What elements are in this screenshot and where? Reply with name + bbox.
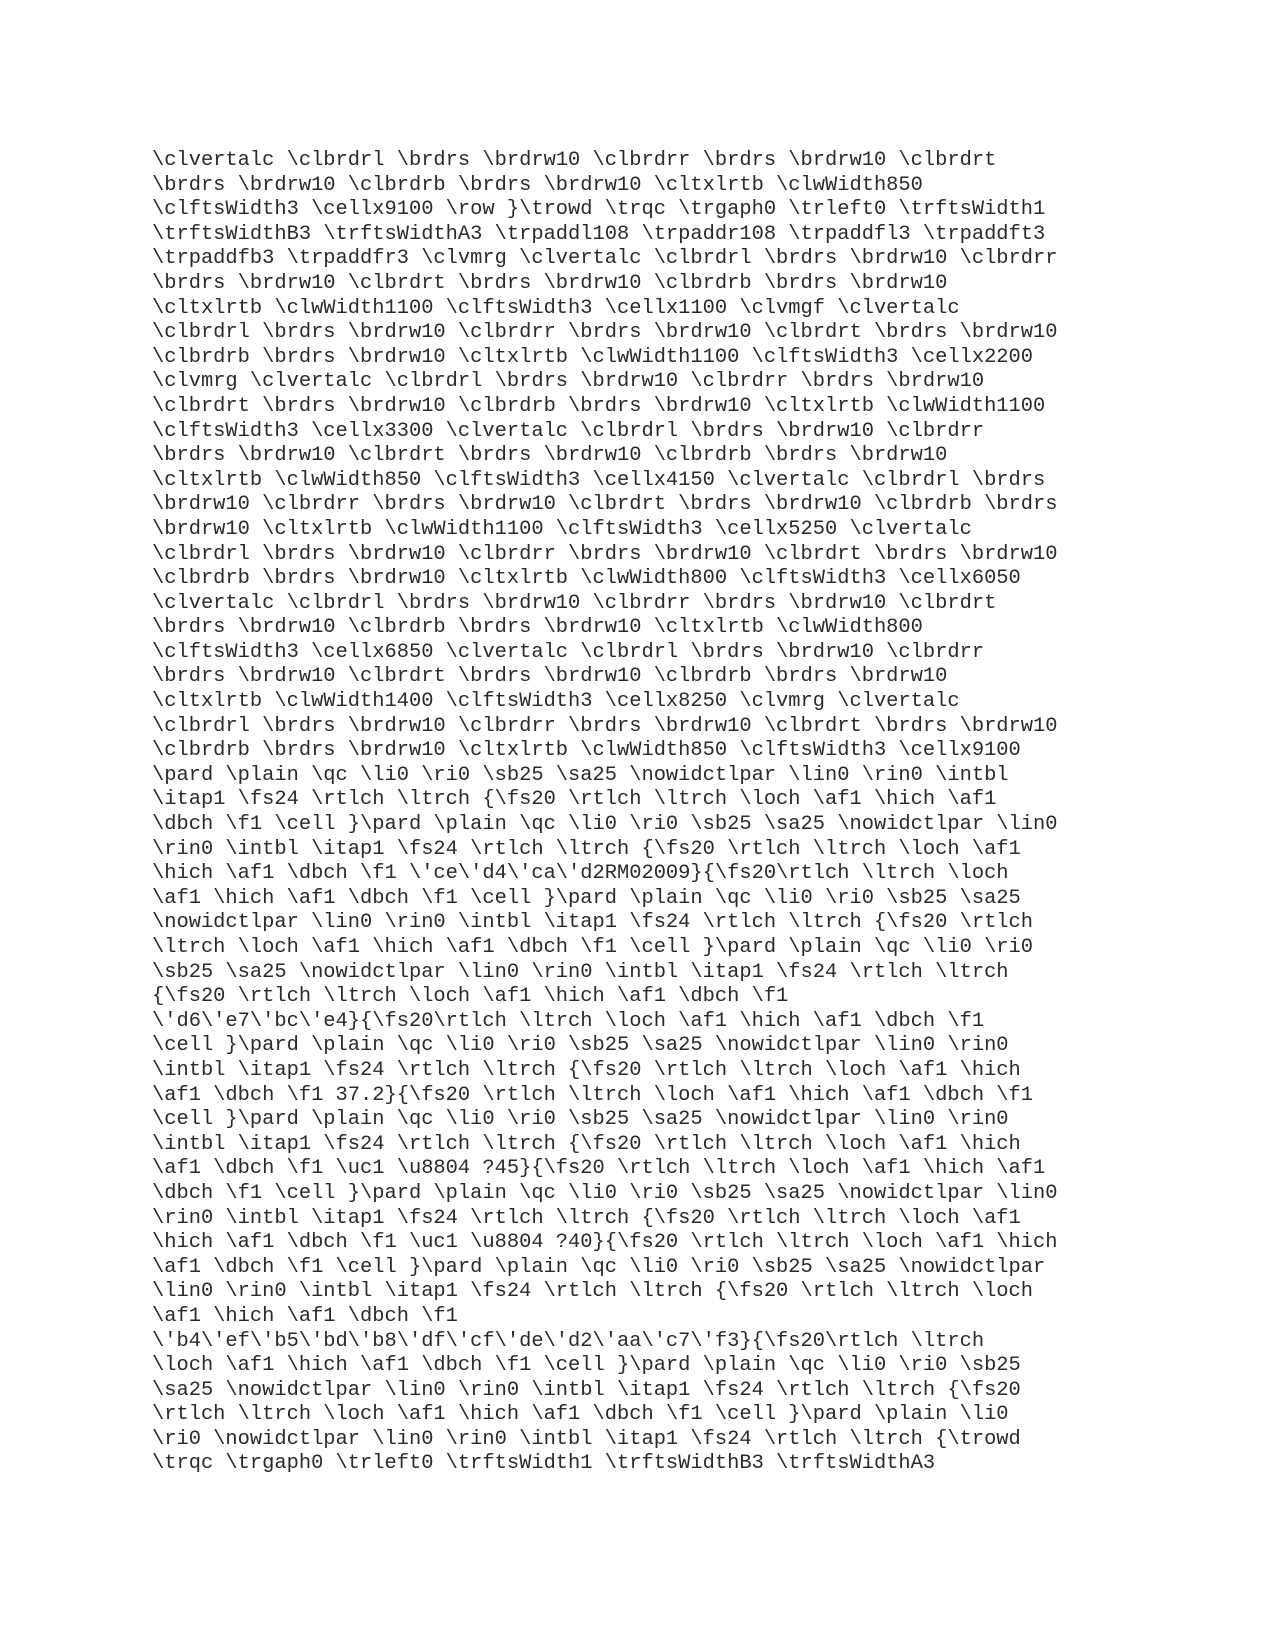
text-line: \clbrdrl \brdrs \brdrw10 \clbrdrr \brdrs \brdrw10 \clbrdrt \brdrs \brdrw10 [152,714,1058,738]
text-line: \clftsWidth3 \cellx6850 \clvertalc \clbrdrl \brdrs \brdrw10 \clbrdrr [152,640,985,664]
text-line: \clftsWidth3 \cellx9100 \row }\trowd \trqc \trgaph0 \trleft0 \trftsWidth1 [152,198,1046,222]
text-line: \brdrw10 \cltxlrtb \clwWidth1100 \clftsWidth3 \cellx5250 \clvertalc [152,517,972,541]
text-line: \rtlch \ltrch \loch \af1 \hich \af1 \dbch \f1 \cell }\pard \plain \li0 [152,1403,1009,1427]
text-line: \clvmrg \clvertalc \clbrdrl \brdrs \brdrw10 \clbrdrr \brdrs \brdrw10 [152,370,985,394]
text-line: \clbrdrl \brdrs \brdrw10 \clbrdrr \brdrs \brdrw10 \clbrdrt \brdrs \brdrw10 [152,542,1058,566]
text-line: \af1 \dbch \f1 \cell }\pard \plain \qc \li0 \ri0 \sb25 \sa25 \nowidctlpar [152,1255,1046,1279]
text-line: \clbrdrb \brdrs \brdrw10 \cltxlrtb \clwWidth850 \clftsWidth3 \cellx9100 [152,739,1021,763]
text-line: \af1 \dbch \f1 \uc1 \u8804 ?45}{\fs20 \rtlch \ltrch \loch \af1 \hich \af1 [152,1157,1046,1181]
text-line: \clbrdrb \brdrs \brdrw10 \cltxlrtb \clwWidth800 \clftsWidth3 \cellx6050 [152,567,1021,591]
text-line: \itap1 \fs24 \rtlch \ltrch {\fs20 \rtlch \ltrch \loch \af1 \hich \af1 [152,788,997,812]
text-line: \af1 \hich \af1 \dbch \f1 \cell }\pard \plain \qc \li0 \ri0 \sb25 \sa25 [152,886,1021,910]
text-line: \af1 \hich \af1 \dbch \f1 [152,1304,458,1328]
text-line: \clbrdrt \brdrs \brdrw10 \clbrdrb \brdrs \brdrw10 \cltxlrtb \clwWidth1100 [152,394,1046,418]
text-line: \nowidctlpar \lin0 \rin0 \intbl \itap1 \fs24 \rtlch \ltrch {\fs20 \rtlch [152,911,1034,935]
text-line: \cltxlrtb \clwWidth1100 \clftsWidth3 \cellx1100 \clvmgf \clvertalc [152,296,960,320]
text-line: \hich \af1 \dbch \f1 \'ce\'d4\'ca\'d2RM02009}{\fs20\rtlch \ltrch \loch [152,862,1009,886]
text-line: \cltxlrtb \clwWidth850 \clftsWidth3 \cellx4150 \clvertalc \clbrdrl \brdrs [152,468,1046,492]
text-line: \brdrs \brdrw10 \clbrdrb \brdrs \brdrw10 \cltxlrtb \clwWidth850 [152,173,923,197]
text-line: \cell }\pard \plain \qc \li0 \ri0 \sb25 \sa25 \nowidctlpar \lin0 \rin0 [152,1034,1009,1058]
text-line: \pard \plain \qc \li0 \ri0 \sb25 \sa25 \nowidctlpar \lin0 \rin0 \intbl [152,763,1009,787]
text-line: \trftsWidthB3 \trftsWidthA3 \trpaddl108 \trpaddr108 \trpaddfl3 \trpaddft3 [152,222,1046,246]
text-line: {\fs20 \rtlch \ltrch \loch \af1 \hich \af1 \dbch \f1 [152,985,789,1009]
text-line: \sa25 \nowidctlpar \lin0 \rin0 \intbl \itap1 \fs24 \rtlch \ltrch {\fs20 [152,1378,1021,1402]
text-line: \clbrdrl \brdrs \brdrw10 \clbrdrr \brdrs \brdrw10 \clbrdrt \brdrs \brdrw10 [152,321,1058,345]
text-line: \loch \af1 \hich \af1 \dbch \f1 \cell }\pard \plain \qc \li0 \ri0 \sb25 [152,1354,1021,1378]
text-line: \rin0 \intbl \itap1 \fs24 \rtlch \ltrch {\fs20 \rtlch \ltrch \loch \af1 [152,1206,1021,1230]
text-line: \cell }\pard \plain \qc \li0 \ri0 \sb25 \sa25 \nowidctlpar \lin0 \rin0 [152,1108,1009,1132]
text-line: \rin0 \intbl \itap1 \fs24 \rtlch \ltrch {\fs20 \rtlch \ltrch \loch \af1 [152,837,1021,861]
text-line: \clftsWidth3 \cellx3300 \clvertalc \clbrdrl \brdrs \brdrw10 \clbrdrr [152,419,985,443]
text-line: \brdrw10 \clbrdrr \brdrs \brdrw10 \clbrdrt \brdrs \brdrw10 \clbrdrb \brdrs [152,493,1058,517]
text-line: \brdrs \brdrw10 \clbrdrb \brdrs \brdrw10 \cltxlrtb \clwWidth800 [152,616,923,640]
text-line: \clbrdrb \brdrs \brdrw10 \cltxlrtb \clwWidth1100 \clftsWidth3 \cellx2200 [152,345,1034,369]
text-line: \'b4\'ef\'b5\'bd\'b8\'df\'cf\'de\'d2\'aa\'c7\'f3}{\fs20\rtlch \ltrch [152,1329,985,1353]
text-line: \dbch \f1 \cell }\pard \plain \qc \li0 \ri0 \sb25 \sa25 \nowidctlpar \lin0 [152,1181,1058,1205]
text-line: \trpaddfb3 \trpaddfr3 \clvmrg \clvertalc \clbrdrl \brdrs \brdrw10 \clbrdrr [152,247,1058,271]
text-line: \brdrs \brdrw10 \clbrdrt \brdrs \brdrw10 \clbrdrb \brdrs \brdrw10 [152,271,948,295]
text-line: \ri0 \nowidctlpar \lin0 \rin0 \intbl \itap1 \fs24 \rtlch \ltrch {\trowd [152,1427,1021,1451]
text-line: \dbch \f1 \cell }\pard \plain \qc \li0 \ri0 \sb25 \sa25 \nowidctlpar \lin0 [152,813,1058,837]
text-line: \af1 \dbch \f1 37.2}{\fs20 \rtlch \ltrch \loch \af1 \hich \af1 \dbch \f1 [152,1083,1034,1107]
text-line: \brdrs \brdrw10 \clbrdrt \brdrs \brdrw10 \clbrdrb \brdrs \brdrw10 [152,665,948,689]
text-line: \sb25 \sa25 \nowidctlpar \lin0 \rin0 \intbl \itap1 \fs24 \rtlch \ltrch [152,960,1009,984]
text-line: \lin0 \rin0 \intbl \itap1 \fs24 \rtlch \ltrch {\fs20 \rtlch \ltrch \loch [152,1280,1034,1304]
text-line: \intbl \itap1 \fs24 \rtlch \ltrch {\fs20 \rtlch \ltrch \loch \af1 \hich [152,1058,1021,1082]
text-line: \clvertalc \clbrdrl \brdrs \brdrw10 \clbrdrr \brdrs \brdrw10 \clbrdrt [152,591,997,615]
text-line: \cltxlrtb \clwWidth1400 \clftsWidth3 \cellx8250 \clvmrg \clvertalc [152,690,960,714]
text-line: \ltrch \loch \af1 \hich \af1 \dbch \f1 \cell }\pard \plain \qc \li0 \ri0 [152,936,1034,959]
text-line: \brdrs \brdrw10 \clbrdrt \brdrs \brdrw10 \clbrdrb \brdrs \brdrw10 [152,444,948,468]
rtf-source-text [152,149,1152,1477]
text-line: \hich \af1 \dbch \f1 \uc1 \u8804 ?40}{\fs20 \rtlch \ltrch \loch \af1 \hich [152,1231,1058,1255]
text-line: \intbl \itap1 \fs24 \rtlch \ltrch {\fs20 \rtlch \ltrch \loch \af1 \hich [152,1132,1021,1156]
text-line: \clvertalc \clbrdrl \brdrs \brdrw10 \clbrdrr \brdrs \brdrw10 \clbrdrt [152,149,997,172]
text-line: \trqc \trgaph0 \trleft0 \trftsWidth1 \trftsWidthB3 \trftsWidthA3 [152,1452,936,1476]
text-line: \'d6\'e7\'bc\'e4}{\fs20\rtlch \ltrch \loch \af1 \hich \af1 \dbch \f1 [152,1009,985,1033]
